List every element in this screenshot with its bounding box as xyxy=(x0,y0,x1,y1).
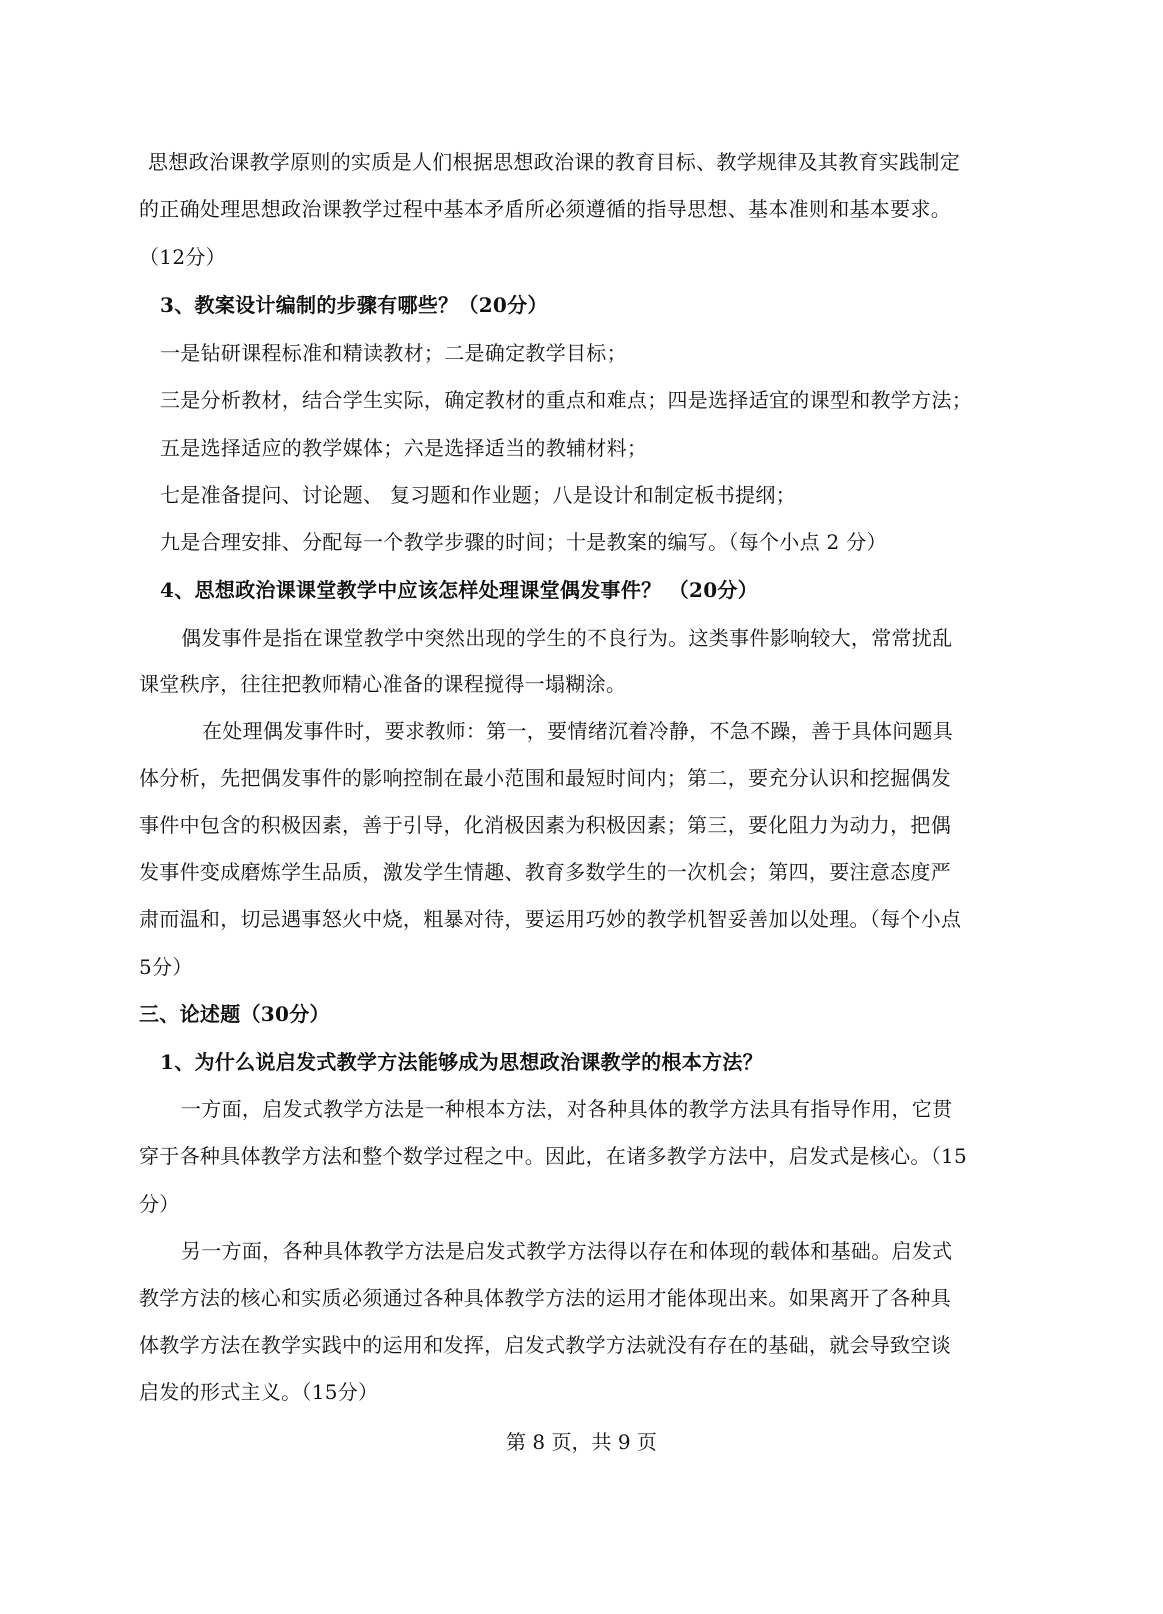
text-line: 体教学方法在教学实践中的运用和发挥，启发式教学方法就没有存在的基础，就会导致空谈 xyxy=(139,1333,951,1357)
text-line: 穿于各种具体教学方法和整个数学过程之中。因此，在诸多教学方法中，启发式是核心。（15 xyxy=(139,1144,968,1168)
text-line: 三是分析教材，结合学生实际，确定教材的重点和难点；四是选择适宜的课型和教学方法； xyxy=(160,388,972,412)
page-number-footer: 第 8 页，共 9 页 xyxy=(506,1430,657,1454)
section-heading: 三、论述题（30分） xyxy=(139,1002,330,1026)
text-line: 肃而温和，切忌遇事怒火中烧，粗暴对待，要运用巧妙的教学机智妥善加以处理。（每个小点 xyxy=(139,907,962,931)
text-line: 启发的形式主义。（15分） xyxy=(139,1380,379,1404)
question-heading: 4、思想政治课课堂教学中应该怎样处理课堂偶发事件？ （20分） xyxy=(160,578,759,602)
text-line: 七是准备提问、讨论题、 复习题和作业题；八是设计和制定板书提纲； xyxy=(160,483,796,507)
text-line: 思想政治课教学原则的实质是人们根据思想政治课的教育目标、教学规律及其教育实践制定 xyxy=(148,150,960,174)
question-heading: 1、为什么说启发式教学方法能够成为思想政治课教学的根本方法？ xyxy=(160,1050,763,1074)
text-line: （12分） xyxy=(139,245,226,269)
text-line: 在处理偶发事件时，要求教师：第一，要情绪沉着冷静，不急不躁，善于具体问题具 xyxy=(202,719,954,743)
text-line: 五是选择适应的教学媒体；六是选择适当的教辅材料； xyxy=(160,436,648,460)
text-line: 九是合理安排、分配每一个教学步骤的时间；十是教案的编写。（每个小点 2 分） xyxy=(160,530,887,554)
text-line: 一方面，启发式教学方法是一种根本方法，对各种具体的教学方法具有指导作用，它贯 xyxy=(181,1097,953,1121)
text-line: 事件中包含的积极因素，善于引导，化消极因素为积极因素；第三，要化阻力为动力，把偶 xyxy=(139,813,951,837)
question-heading: 3、教案设计编制的步骤有哪些？（20分） xyxy=(160,293,548,317)
text-line: 另一方面，各种具体教学方法是启发式教学方法得以存在和体现的载体和基础。启发式 xyxy=(181,1239,953,1263)
text-line: 5分） xyxy=(139,955,193,979)
text-line: 发事件变成磨炼学生品质，激发学生情趣、教育多数学生的一次机会；第四，要注意态度严 xyxy=(139,860,951,884)
text-line: 教学方法的核心和实质必须通过各种具体教学方法的运用才能体现出来。如果离开了各种具 xyxy=(139,1286,951,1310)
text-line: 偶发事件是指在课堂教学中突然出现的学生的不良行为。这类事件影响较大，常常扰乱 xyxy=(181,626,953,650)
text-line: 一是钻研课程标准和精读教材；二是确定教学目标； xyxy=(160,341,627,365)
text-line: 课堂秩序，往往把教师精心准备的课程搅得一塌糊涂。 xyxy=(139,672,627,696)
text-line: 的正确处理思想政治课教学过程中基本矛盾所必须遵循的指导思想、基本准则和基本要求。 xyxy=(139,197,951,221)
text-line: 体分析，先把偶发事件的影响控制在最小范围和最短时间内；第二，要充分认识和挖掘偶发 xyxy=(139,766,951,790)
text-line: 分） xyxy=(139,1192,180,1216)
